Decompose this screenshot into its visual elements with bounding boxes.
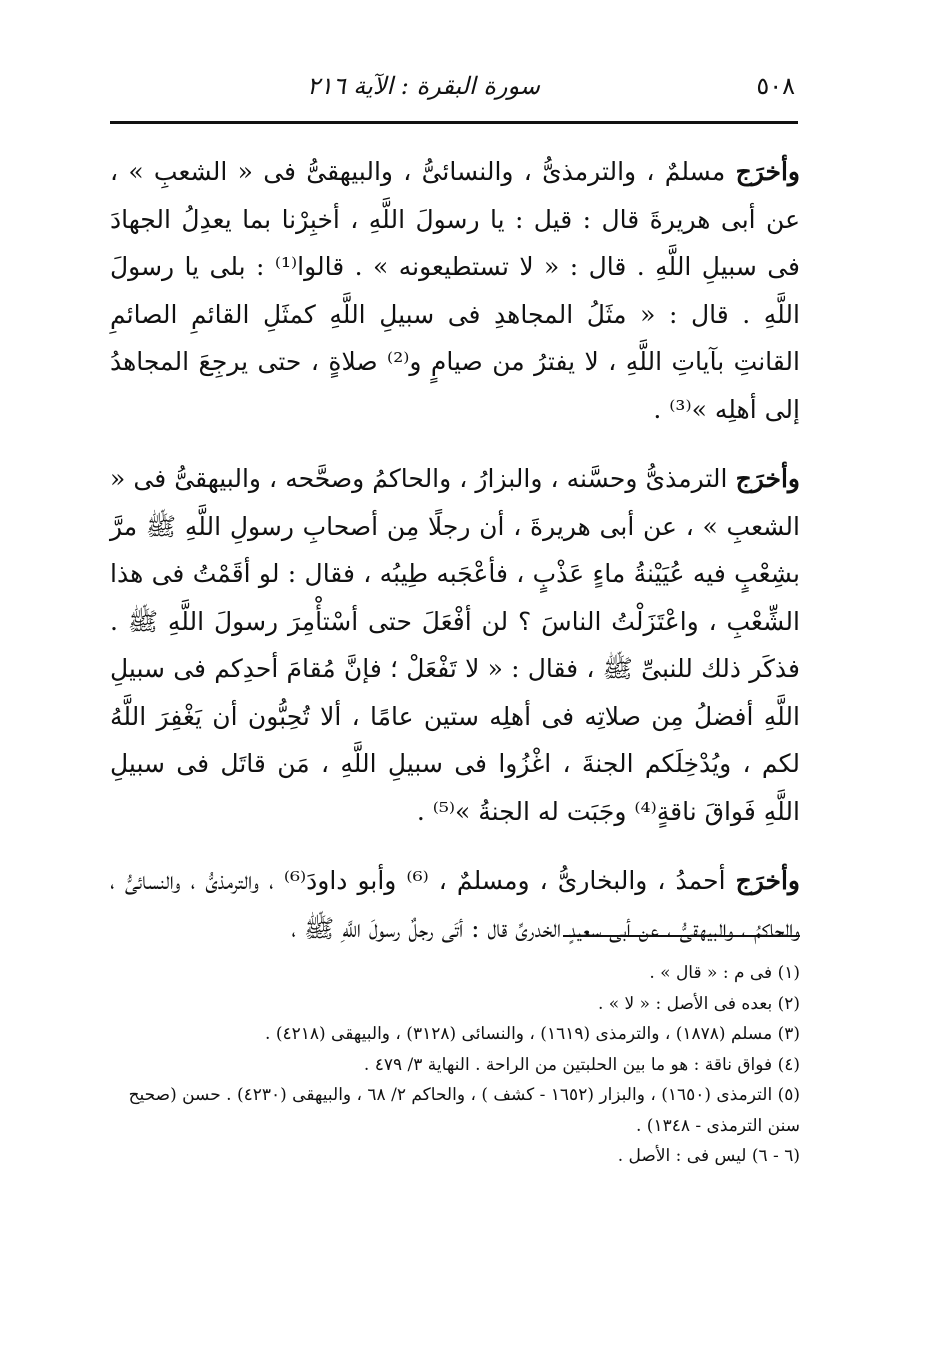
- footnote: (٣) مسلم (١٨٧٨) ، والترمذى (١٦١٩) ، والنسائى (٣١٢٨) ، والبيهقى (٤٢١٨) .: [265, 1024, 800, 1044]
- paragraph-lead: وأخرَج: [735, 866, 800, 895]
- running-title: سورة البقرة : الآية ٢١٦: [306, 72, 540, 100]
- paragraph-text: الترمذىُّ وحسَّنه ، والبزارُ ، والحاكمُ وصحَّحه ، والبيهقىُّ فى « الشعبِ » ، عن أبى هريرةَ ، أن رجلًا مِن أصحابِ رسولِ اللَّهِ ﷺ مرَّ بشِعْبٍ فيه عُيَيْنةُ ماءٍ عَذْبٍ ، فأعْجَبه طِيبُه ، فقال : لو أقَمْتُ فى هذا الشِّعْبِ ، واعْتَزَلْتُ الناسَ ؟ لن أفْعَلَ حتى أسْتأْمِرَ رسولَ اللَّهِ ﷺ . فذكَر ذلك للنبىِّ ﷺ ، فقال : « لا تَفْعَلْ ؛ فإنَّ مُقامَ أحدِكم فى سبيلِ اللَّهِ أفضلُ مِن صلاتِه فى أهلِه ستين عامًا ، ألا تُحِبُّون أن يَغْفِرَ اللَّهُ لكم ، ويُدْخِلَكم الجنةَ ، اغْزُوا فى سبيلِ اللَّهِ ، مَن قاتَل فى سبيلِ اللَّهِ فَواقَ ناقةٍ⁽⁴⁾ وجَبَت له الجنةُ »⁽⁵⁾ .: [110, 464, 800, 826]
- paragraph-lead: وأخرَج: [735, 464, 800, 493]
- paragraph-text: مسلمٌ ، والترمذىُّ ، والنسائىُّ ، والبيهقىُّ فى « الشعبِ » ، عن أبى هريرةَ قال : قيل : يا رسولَ اللَّهِ ، أخبِرْنا بما يعدِلُ الجهادَ فى سبيلِ اللَّهِ . قال : « لا تستطيعونه » . قالوا⁽¹⁾ : بلى يا رسولَ اللَّهِ . قال : « مثَلُ المجاهدِ فى سبيلِ اللَّهِ كمثَلِ القائمِ الصائمِ القانتِ بآياتِ اللَّهِ ، لا يفترُ من صيامٍ و⁽²⁾ صلاةٍ ، حتى يرجِعَ المجاهدُ إلى أهلِه »⁽³⁾ .: [110, 157, 801, 424]
- main-text: [110, 148, 800, 952]
- page-header: [110, 72, 795, 112]
- footnote: (١) فى م : « قال » .: [649, 963, 800, 983]
- paragraph: [110, 455, 800, 835]
- footnote: (٥) الترمذى (١٦٥٠) ، والبزار (١٦٥٢ - كشف ) ، والحاكم ٢/ ٦٨ ، والبيهقى (٤٢٣٠) . حسن (صحيح سنن الترمذى - ١٣٤٨) .: [128, 1085, 800, 1136]
- page-number: ٥٠٨: [756, 72, 795, 100]
- paragraph: [110, 148, 800, 433]
- paragraph-text: أحمدُ ، والبخارىُّ ، ومسلمٌ ، ⁽⁶⁾ وأبو داودَ⁽⁶⁾ ، والترمذىُّ ، والنسائىُّ ، والحاكمُ ، والبيهقىُّ ، عن أبى سعيدٍ الخدرىِّ قال : أتَى رجلٌ رسولَ اللَّهِ ﷺ ،: [110, 866, 800, 943]
- footnote-rule: [563, 935, 800, 937]
- header-rule: [110, 121, 798, 124]
- footnote: (٤) فواق ناقة : هو ما بين الحلبتين من الراحة . النهاية ٣/ ٤٧٩ .: [363, 1054, 800, 1075]
- footnote: (٦ - ٦) ليس فى : الأصل .: [617, 1146, 800, 1166]
- footnote: (٢) بعده فى الأصل : « لا » .: [597, 993, 800, 1014]
- paragraph: [110, 857, 800, 952]
- footnotes: [110, 958, 800, 1172]
- paragraph-lead: وأخرَج: [735, 157, 800, 186]
